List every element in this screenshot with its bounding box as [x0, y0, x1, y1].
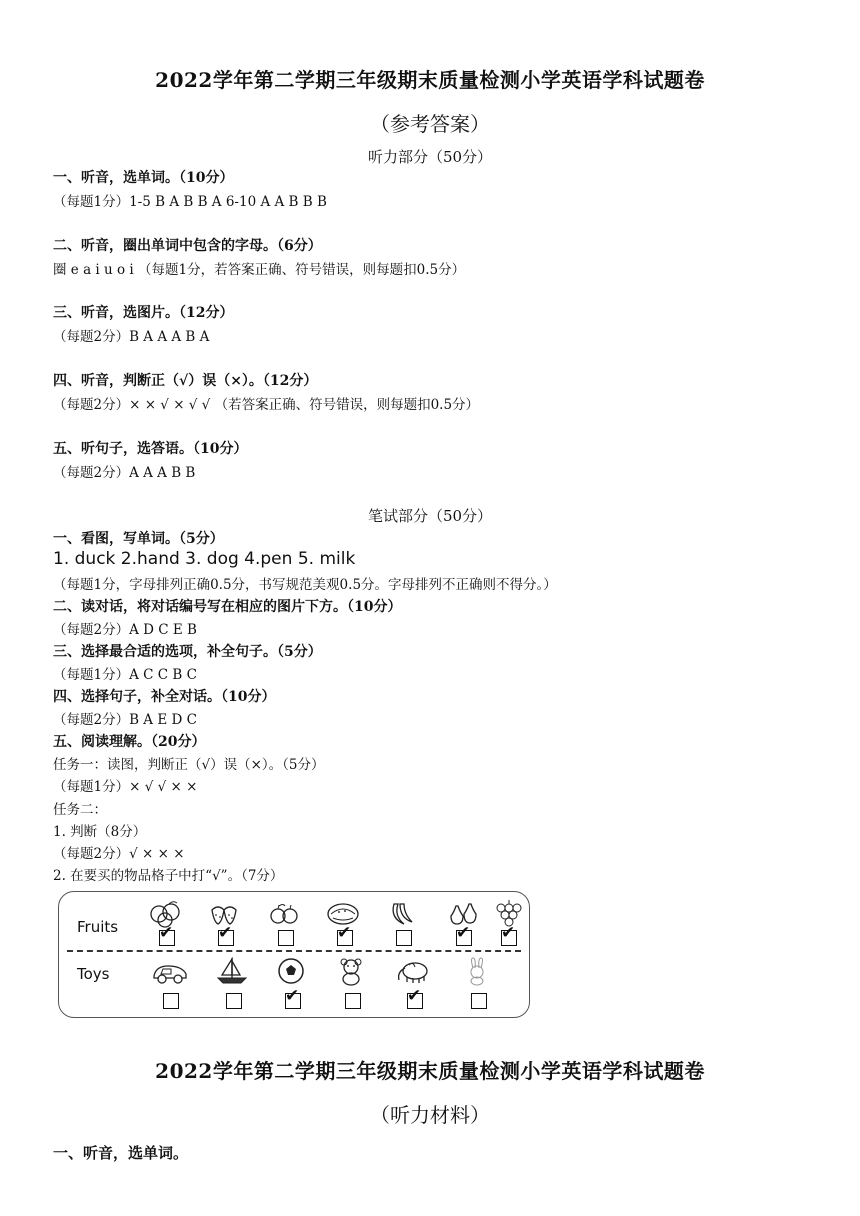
fruit-checkbox	[396, 930, 412, 946]
toy-elephant-icon	[395, 956, 435, 986]
fruit-checkbox	[456, 923, 472, 946]
check-mark-icon: ✔	[456, 923, 471, 943]
toy-checkbox	[345, 993, 361, 1009]
listening-q1-heading: 一、听音，选单词。（10分）	[53, 170, 234, 186]
ball-icon	[273, 956, 313, 986]
task2-item1: 1. 判断（8分）	[53, 824, 147, 840]
listening-q5-answer: （每题2分）A A A B B	[53, 465, 196, 481]
writing-q3-heading: 三、选择最合适的选项，补全句子。（5分）	[53, 644, 322, 660]
fruit-checkbox	[337, 923, 353, 946]
task2-item2: 2. 在要买的物品格子中打“√”。（7分）	[53, 868, 284, 884]
writing-part-heading: 笔试部分（50分）	[367, 507, 493, 525]
check-mark-icon: ✔	[285, 986, 300, 1006]
fruit-checkbox	[218, 923, 234, 946]
fruit-checkbox	[501, 923, 517, 946]
writing-q4-heading: 四、选择句子，补全对话。（10分）	[53, 689, 276, 705]
listening-part-heading: 听力部分（50分）	[367, 148, 493, 166]
fruits-label: Fruits	[77, 918, 119, 936]
listening-q4-heading: 四、听音，判断正（√）误（×）。（12分）	[53, 373, 318, 389]
listening-q3-heading: 三、听音，选图片。（12分）	[53, 305, 234, 321]
toy-checkbox	[226, 993, 242, 1009]
listening-q3-answer: （每题2分）B A A A B A	[53, 329, 210, 345]
materials-q1-heading: 一、听音，选单词。	[53, 1144, 189, 1162]
check-mark-icon: ✔	[407, 986, 422, 1006]
toy-checkbox	[163, 993, 179, 1009]
writing-q5-heading: 五、阅读理解。（20分）	[53, 734, 206, 750]
check-mark-icon: ✔	[337, 923, 352, 943]
check-mark-icon: ✔	[218, 923, 233, 943]
fruit-checkbox	[159, 923, 175, 946]
toy-boat-icon	[214, 956, 254, 986]
toys-label: Toys	[77, 965, 110, 983]
writing-q1-words: 1. duck 2.hand 3. dog 4.pen 5. milk	[53, 549, 356, 569]
writing-q1-heading: 一、看图，写单词。（5分）	[53, 531, 224, 547]
answer-key-title: 2022学年第二学期三年级期末质量检测小学英语学科试题卷	[155, 68, 705, 92]
materials-title: 2022学年第二学期三年级期末质量检测小学英语学科试题卷	[155, 1059, 705, 1083]
writing-q4-answer: （每题2分）B A E D C	[53, 712, 197, 728]
writing-q1-note: （每题1分，字母排列正确0.5分，书写规范美观0.5分。字母排列不正确则不得分。）	[53, 577, 557, 593]
listening-q2-heading: 二、听音，圈出单词中包含的字母。（6分）	[53, 238, 322, 254]
bananas-icon	[384, 898, 424, 928]
listening-q4-answer: （每题2分）× × √ × √ √ （若答案正确、符号错误，则每题扣0.5分）	[53, 397, 480, 413]
row-divider	[67, 950, 521, 952]
toy-car-icon	[151, 956, 191, 986]
answer-key-subtitle: （参考答案）	[370, 112, 490, 136]
task1-answer: （每题1分）× √ √ × ×	[53, 779, 198, 795]
toy-checkbox	[285, 986, 301, 1009]
toy-rabbit-icon	[459, 956, 499, 986]
toy-checkbox	[471, 993, 487, 1009]
toy-checkbox	[407, 986, 423, 1009]
apples-icon	[266, 898, 306, 928]
listening-q2-answer: 圈 e a i u o i （每题1分，若答案正确、符号错误，则每题扣0.5分）	[53, 262, 466, 278]
task1-heading: 任务一：读图，判断正（√）误（×）。（5分）	[53, 757, 325, 773]
teddy-bear-icon	[333, 956, 373, 986]
task2-heading: 任务二：	[53, 802, 107, 818]
listening-q1-answer: （每题1分）1-5 B A B B A 6-10 A A B B B	[53, 194, 327, 210]
listening-q5-heading: 五、听句子，选答语。（10分）	[53, 441, 248, 457]
writing-q3-answer: （每题1分）A C C B C	[53, 667, 197, 683]
shopping-checklist	[58, 891, 530, 1018]
materials-subtitle: （听力材料）	[370, 1103, 490, 1127]
check-mark-icon: ✔	[159, 923, 174, 943]
writing-q2-heading: 二、读对话，将对话编号写在相应的图片下方。（10分）	[53, 599, 402, 615]
check-mark-icon: ✔	[501, 923, 516, 943]
writing-q2-answer: （每题2分）A D C E B	[53, 622, 197, 638]
task2-item1-answer: （每题2分）√ × × ×	[53, 846, 185, 862]
fruit-checkbox	[278, 930, 294, 946]
